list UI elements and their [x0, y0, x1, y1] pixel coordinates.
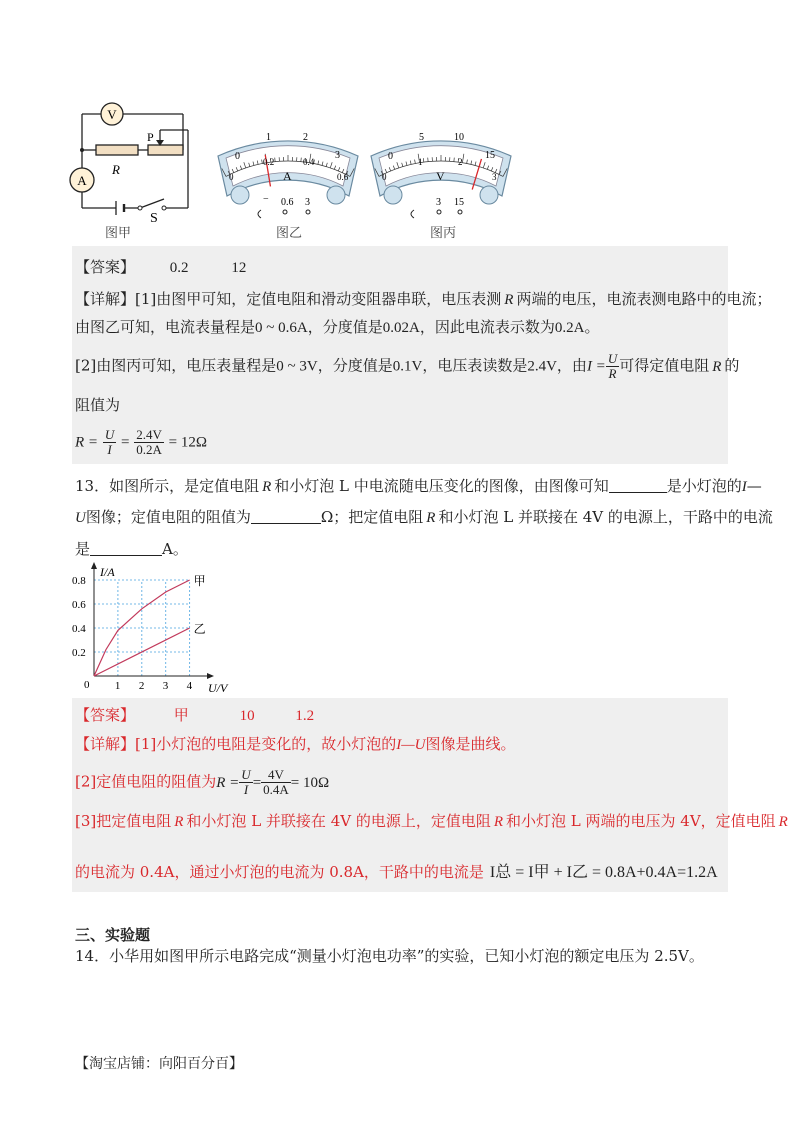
y-axis-label: I/A [100, 565, 115, 579]
y-tick-label: 0.8 [72, 575, 86, 587]
q13-detail-line-3: [3]把定值电阻 R 和小灯泡 L 并联接在 4V 的电源上，定值电阻 R 和小灯泡 L 两端的电压为 4V，定值电阻 R [75, 812, 788, 830]
ammeter-terminals [253, 190, 333, 222]
x-tick-label: 3 [162, 680, 169, 692]
q13-answer-line: 【答案】 甲 10 1.2 [75, 706, 315, 724]
figure-bing-caption: 图丙 [430, 226, 457, 241]
voltmeter-symbol: V [107, 107, 117, 122]
footer-shop: 【淘宝店铺：向阳百分百】 [75, 1056, 243, 1072]
y-axis-arrow [91, 562, 97, 569]
ammeter-lower-2: 0.4 [303, 157, 315, 167]
q12-detail-line-2: 由图乙可知，电流表量程是0 ~ 0.6A，分度值是0.02A，因此电流表示数为0.2A。 [75, 318, 600, 336]
section-3-title: 三、实验题 [75, 926, 151, 944]
ammeter-lower-1: 0.2 [263, 157, 275, 167]
q13-answer-3: 1.2 [295, 708, 315, 724]
q13-blank-1[interactable] [609, 478, 667, 493]
x-tick-label: 2 [138, 680, 145, 692]
y-tick-label: 0.6 [72, 599, 86, 611]
voltmeter-upper-1: 5 [419, 132, 424, 143]
ammeter-lower-0: 0 [229, 172, 234, 182]
x-tick-label: 4 [186, 680, 193, 692]
figure-yi-caption: 图乙 [276, 226, 303, 241]
q13-answer-1: 甲 [173, 706, 189, 724]
x-axis-arrow [207, 673, 214, 679]
ammeter-lower-3: 0.6 [337, 172, 349, 182]
voltmeter-lower-1: 1 [418, 157, 423, 167]
q12-formula: R = $\frac{U}{I}$ = $\frac{2.4V}{0.2A}$ = 12Ω [75, 427, 208, 457]
q12-answer-1: 0.2 [169, 260, 189, 276]
ammeter-upper-3: 3 [335, 150, 340, 161]
q12-detail-line-4: 阻值为 [75, 396, 121, 414]
series-label-2: 乙 [193, 622, 206, 636]
q12-answer-2: 12 [231, 260, 247, 276]
voltmeter-terminal-3: 3 [436, 197, 441, 208]
q13-detail-line-4: 的电流为 0.4A，通过小灯泡的电流为 0.8A，干路中的电流是 I总 = I甲 + I乙 = 0.8A+0.4A=1.2A [75, 863, 718, 881]
y-tick-label: 0.2 [72, 647, 86, 659]
ammeter-unit: A [283, 169, 292, 183]
voltmeter-terminals [406, 190, 486, 222]
switch-label: S [150, 211, 158, 226]
voltmeter-unit: V [436, 169, 445, 183]
q13-detail-line-2: [2]定值电阻的阻值为R = $\frac{U}{I}$ = $\frac{4V}{0.4A}$ = 10Ω [75, 767, 330, 797]
q13-line-1: 13．如图所示，是定值电阻 R 和小灯泡 L 中电流随电压变化的图像，由图像可知 是小灯泡的I— [75, 477, 762, 495]
series-label-1: 甲 [193, 574, 206, 588]
q13-blank-3[interactable] [90, 541, 162, 556]
q12-answer-line [75, 257, 246, 278]
circuit-diagram [68, 100, 198, 235]
voltmeter-upper-0: 0 [388, 151, 393, 162]
ammeter-terminal-06: 0.6 [281, 197, 294, 208]
x-tick-label: 1 [114, 680, 121, 692]
ammeter-upper-0: 0 [235, 151, 240, 162]
voltmeter-lower-0: 0 [382, 172, 387, 182]
q12-detail-line-3: [2]由图丙可知，电压表量程是0 ~ 3V，分度值是0.1V，电压表读数是2.4V，由I = $\frac{U}{R}$ 可得定值电阻 R 的 [75, 351, 740, 381]
voltmeter-terminal-neg: − [418, 194, 424, 205]
q13-answer-2: 10 [239, 708, 255, 724]
voltmeter-lower-3: 3 [492, 172, 497, 182]
voltmeter-lower-2: 2 [458, 157, 463, 167]
q12-detail-line-1: 【详解】[1]由图甲可知，定值电阻和滑动变阻器串联，电压表测 R 两端的电压，电流表测电路中的电流； [75, 290, 772, 308]
q14-text: 14．小华用如图甲所示电路完成“测量小灯泡电功率”的实验，已知小灯泡的额定电压为 2.5V。 [75, 947, 704, 965]
voltmeter-terminal-15: 15 [454, 197, 464, 208]
ammeter-symbol: A [77, 173, 87, 188]
origin-label: 0 [84, 679, 90, 691]
voltmeter-upper-2: 10 [454, 132, 464, 143]
voltmeter-upper-3: 15 [485, 150, 495, 161]
figure-jia-caption: 图甲 [105, 226, 132, 241]
ammeter-terminal-neg: − [263, 194, 269, 205]
q13-blank-2[interactable] [251, 509, 321, 524]
q13-line-2: U图像；定值电阻的阻值为 Ω；把定值电阻 R 和小灯泡 L 并联接在 4V 的电源上，干路中的电流 [75, 508, 773, 526]
q12-answer-tag: 【答案】 [75, 258, 136, 276]
y-tick-label: 0.4 [72, 623, 86, 635]
ammeter-terminal-3: 3 [305, 197, 310, 208]
x-axis-label: U/V [208, 681, 228, 694]
resistor-label: R [112, 162, 120, 177]
slider-label: P [147, 130, 154, 144]
ammeter-upper-1: 1 [266, 132, 271, 143]
q13-line-3: 是 A。 [75, 540, 188, 558]
q13-detail-line-1: 【详解】[1]小灯泡的电阻是变化的，故小灯泡的I—U图像是曲线。 [75, 735, 516, 753]
iu-graph [70, 562, 240, 694]
ammeter-upper-2: 2 [303, 132, 308, 143]
